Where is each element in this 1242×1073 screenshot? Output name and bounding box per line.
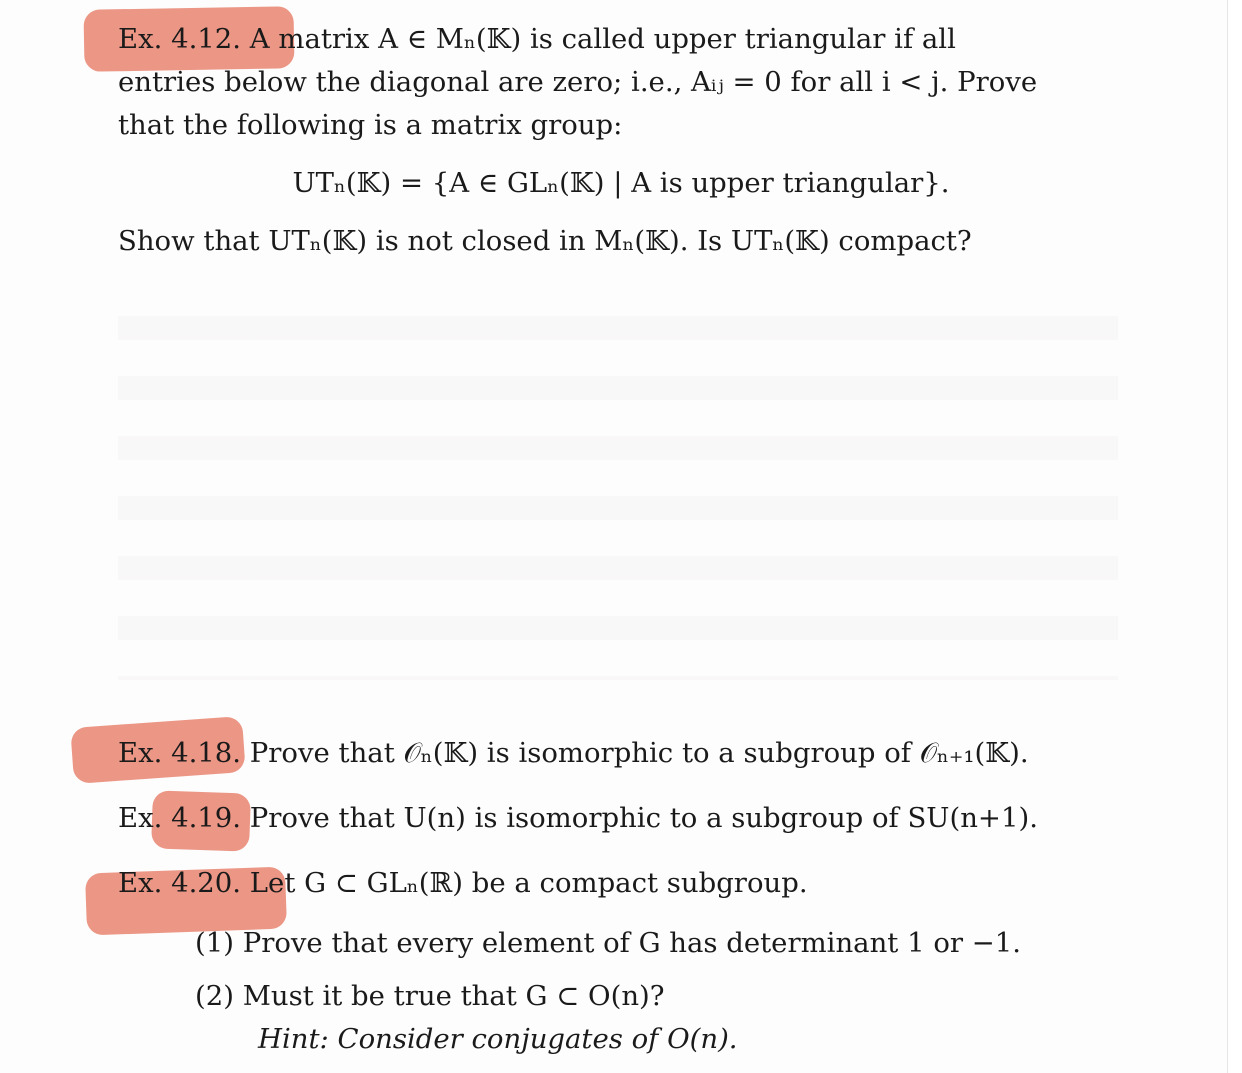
ex412-question [118, 220, 1124, 263]
page-edge [1227, 0, 1242, 1073]
ex420-item-1: (1) Prove that every element of G has determinant 1 or −1. [195, 927, 1022, 959]
exercise-4-20 [118, 862, 1124, 905]
ex420-hint: Hint: Consider conjugates of O(n). [258, 1023, 738, 1055]
ex419-text: Ex. 4.19. Prove that U(n) is isomorphic to a subgroup of SU(n+1). [118, 802, 1038, 834]
ex412-line3: that the following is a matrix group: [118, 109, 623, 141]
ex412-line1: Ex. 4.12. A matrix A ∈ Mₙ(𝕂) is called upper triangular if all [118, 23, 956, 55]
ex412-line2: entries below the diagonal are zero; i.e., Aᵢⱼ = 0 for all i < j. Prove [118, 66, 1038, 98]
ex418-text: Ex. 4.18. Prove that 𝒪ₙ(𝕂) is isomorphic to a subgroup of 𝒪ₙ₊₁(𝕂). [118, 737, 1029, 769]
ex412-formula [118, 162, 1124, 205]
ex412-line4: Show that UTₙ(𝕂) is not closed in Mₙ(𝕂). Is UTₙ(𝕂) compact? [118, 225, 972, 257]
exercise-4-19 [118, 797, 1124, 840]
exercise-4-12 [118, 18, 1124, 147]
erased-region [118, 280, 1118, 680]
ex420-intro: Ex. 4.20. Let G ⊂ GLₙ(ℝ) be a compact subgroup. [118, 867, 808, 899]
exercise-4-18 [118, 732, 1124, 775]
ex420-item-2: (2) Must it be true that G ⊂ O(n)? [195, 980, 665, 1012]
ex412-formula-text: UTₙ(𝕂) = {A ∈ GLₙ(𝕂) | A is upper triangular}. [292, 167, 950, 199]
